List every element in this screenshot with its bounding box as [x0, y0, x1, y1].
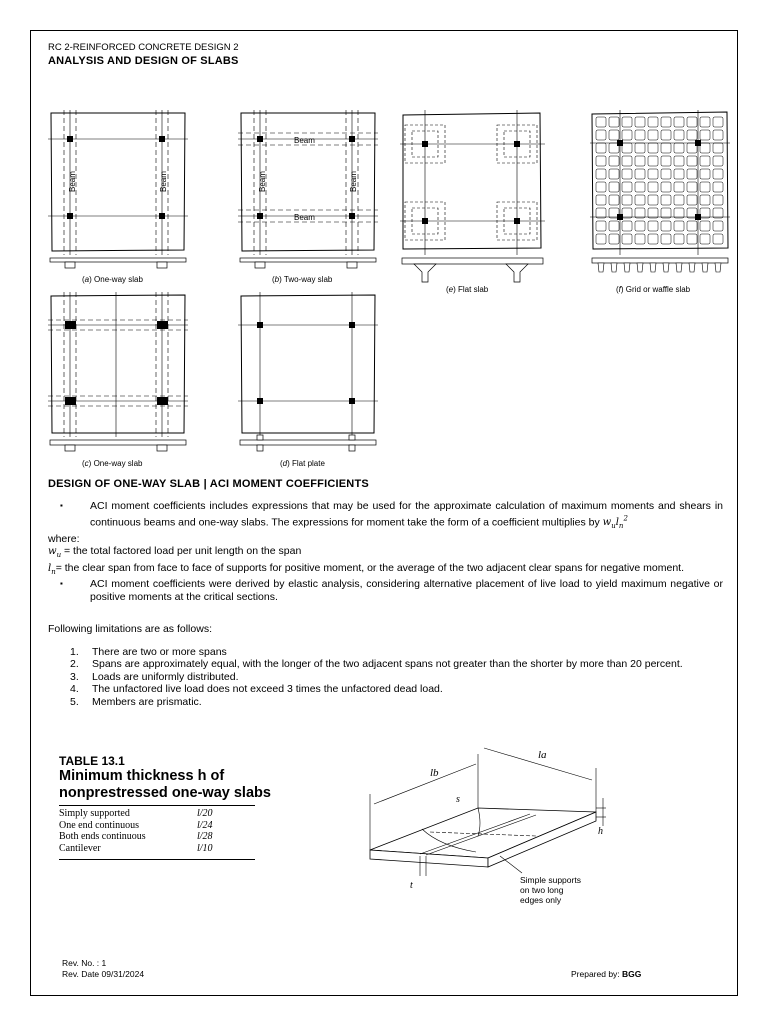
- limitations-list: [48, 646, 723, 708]
- figure-f-waffle-slab: [590, 110, 730, 300]
- svg-text:(e) Flat slab: (e) Flat slab: [446, 285, 489, 294]
- list-item: 5. Members are prismatic.: [70, 695, 202, 708]
- svg-text:lb: lb: [430, 767, 439, 779]
- svg-text:(d) Flat plate: (d) Flat plate: [280, 459, 325, 468]
- beam-label: Beam: [294, 136, 315, 145]
- page-title: ANALYSIS AND DESIGN OF SLABS: [48, 55, 239, 67]
- table-rule-bottom: [59, 859, 255, 860]
- beam-label: Beam: [349, 171, 358, 192]
- list-item: 4. The unfactored live load does not exceed 3 times the unfactored dead load.: [70, 683, 443, 696]
- section-title: DESIGN OF ONE-WAY SLAB | ACI MOMENT COEFFICIENTS: [48, 478, 369, 490]
- rev-number: Rev. No. : 1: [62, 958, 107, 968]
- table-title: TABLE 13.1: [59, 754, 125, 768]
- svg-text:(a) One-way slab: (a) One-way slab: [82, 275, 143, 284]
- table-rule-top: [59, 805, 255, 806]
- beam-label: Beam: [68, 171, 77, 192]
- svg-text:(f) Grid or waffle slab: (f) Grid or waffle slab: [616, 285, 691, 294]
- course-header: RC 2-REINFORCED CONCRETE DESIGN 2: [48, 42, 239, 53]
- where-label: where:: [48, 532, 80, 545]
- list-item: 3. Loads are uniformly distributed.: [70, 670, 239, 683]
- svg-text:(b) Two-way slab: (b) Two-way slab: [272, 275, 333, 284]
- table-row: Cantilever l/10: [59, 842, 213, 854]
- table-caption: Minimum thickness h of nonprestressed one-way slabs: [59, 768, 271, 801]
- figure-a-one-way-slab: [48, 110, 188, 290]
- slab-isometric-figure: [360, 728, 630, 918]
- svg-text:h: h: [598, 826, 603, 837]
- figure-b-two-way-slab: [238, 110, 378, 290]
- table-row: One end continuous l/24: [59, 819, 213, 831]
- rev-date: Rev. Date 09/31/2024: [62, 968, 145, 979]
- limitations-intro: Following limitations are as follows:: [48, 623, 212, 635]
- svg-text:(c) One-way slab: (c) One-way slab: [82, 459, 143, 468]
- section-body: [48, 500, 723, 603]
- beam-label: Beam: [159, 171, 168, 192]
- beam-label: Beam: [258, 171, 267, 192]
- svg-text:s: s: [456, 794, 460, 805]
- prepared-by: Prepared by: BGG: [571, 969, 642, 979]
- beam-label: Beam: [294, 213, 315, 222]
- svg-text:la: la: [538, 749, 547, 761]
- thickness-table: [59, 808, 255, 854]
- bullet-paragraph: ▪ ACI moment coefficients were derived by elastic analysis, considering alternative placement of live load to yield maximum negative or positive moments at the critical sections.: [60, 578, 723, 603]
- figure-c-one-way-slab: [48, 292, 188, 472]
- svg-text:on two long: on two long: [520, 885, 564, 895]
- svg-text:Simple supports: Simple supports: [520, 875, 581, 885]
- revision-info: [62, 958, 144, 979]
- svg-text:edges only: edges only: [520, 895, 562, 905]
- formula: $w_ul_n^2$: [602, 514, 628, 530]
- ln-definition: $l_n=$ the clear span from face to face of supports for positive moment, or the average of the two adjacent clear spans for negative moment.: [48, 561, 685, 576]
- list-item: 1. There are two or more spans: [70, 646, 227, 658]
- svg-text:t: t: [410, 880, 413, 891]
- table-row: Both ends continuous l/28: [59, 831, 213, 842]
- table-row: Simply supported l/20: [59, 808, 213, 819]
- figure-e-flat-slab: [400, 110, 545, 300]
- figure-d-flat-plate: [238, 292, 378, 472]
- list-item: 2. Spans are approximately equal, with the longer of the two adjacent spans not greater than the shorter by more than 20 percent.: [70, 658, 683, 671]
- bullet-paragraph: ▪ ACI moment coefficients includes expressions that may be used for the approximate calculation of maximum moments and shears in continuous beams and one-way slabs. The expressions for moment take the form of a coefficient multiplies by $w_ul_n^2$: [60, 500, 723, 530]
- wu-definition: $w_u$ = the total factored load per unit length on the span: [48, 545, 302, 560]
